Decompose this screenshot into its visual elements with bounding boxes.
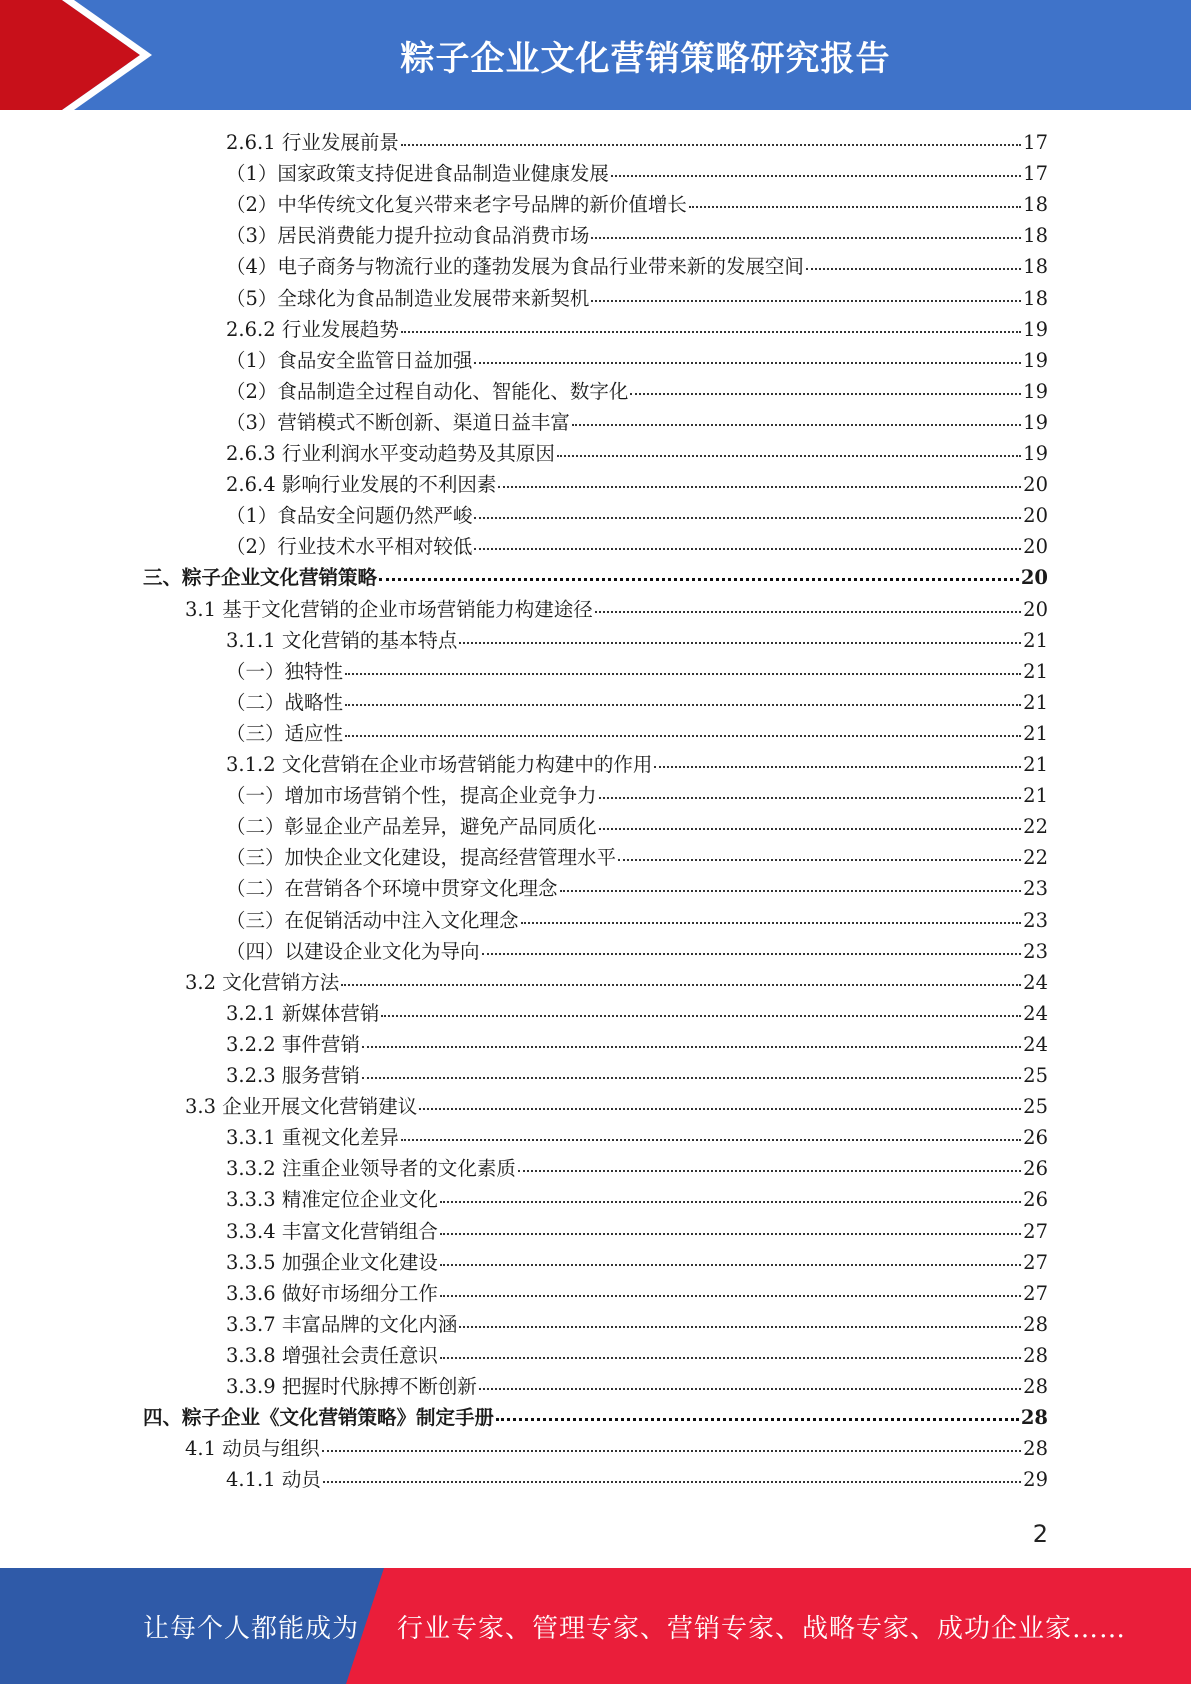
toc-dot-leader bbox=[618, 859, 1021, 861]
toc-dot-leader bbox=[401, 331, 1021, 333]
toc-entry-page: 21 bbox=[1023, 784, 1048, 807]
toc-entry[interactable] bbox=[226, 314, 1048, 345]
toc-entry-page: 27 bbox=[1023, 1251, 1048, 1274]
toc-entry[interactable] bbox=[226, 1153, 1048, 1184]
toc-entry-title: （3）居民消费能力提升拉动食品消费市场 bbox=[226, 224, 590, 247]
toc-dot-leader bbox=[459, 1326, 1021, 1328]
toc-entry[interactable] bbox=[226, 1184, 1048, 1215]
toc-dot-leader bbox=[474, 362, 1021, 364]
toc-entry-page: 26 bbox=[1023, 1157, 1048, 1180]
toc-entry-title: 3.3.4 丰富文化营销组合 bbox=[226, 1220, 438, 1243]
toc-entry-title: （4）电子商务与物流行业的蓬勃发展为食品行业带来新的发展空间 bbox=[226, 255, 804, 278]
toc-entry[interactable] bbox=[226, 749, 1048, 780]
toc-dot-leader bbox=[654, 766, 1021, 768]
toc-entry-title: （1）食品安全问题仍然严峻 bbox=[226, 504, 473, 527]
toc-entry-page: 20 bbox=[1023, 535, 1048, 558]
toc-entry[interactable] bbox=[226, 376, 1048, 407]
toc-entry-page: 27 bbox=[1023, 1282, 1048, 1305]
toc-entry-page: 19 bbox=[1023, 349, 1048, 372]
toc-entry[interactable] bbox=[226, 189, 1048, 220]
footer-slogan-left: 让每个人都能成为 bbox=[143, 1613, 360, 1644]
toc-entry-title: （3）营销模式不断创新、渠道日益丰富 bbox=[226, 411, 570, 434]
toc-entry-title: 3.2.3 服务营销 bbox=[226, 1064, 360, 1087]
toc-dot-leader bbox=[401, 144, 1021, 146]
toc-entry[interactable] bbox=[226, 345, 1048, 376]
toc-entry-page: 19 bbox=[1023, 411, 1048, 434]
toc-entry-page: 27 bbox=[1023, 1220, 1048, 1243]
toc-entry-page: 24 bbox=[1023, 1002, 1048, 1025]
toc-entry-title: 3.3.7 丰富品牌的文化内涵 bbox=[226, 1313, 458, 1336]
toc-entry-page: 21 bbox=[1023, 629, 1048, 652]
toc-entry[interactable] bbox=[143, 1402, 1048, 1433]
toc-entry[interactable] bbox=[226, 127, 1048, 158]
toc-entry-page: 25 bbox=[1023, 1095, 1048, 1118]
toc-entry-page: 29 bbox=[1023, 1468, 1048, 1491]
toc-entry-page: 28 bbox=[1023, 1437, 1048, 1460]
toc-entry[interactable] bbox=[226, 1247, 1048, 1278]
toc-entry-page: 28 bbox=[1020, 1406, 1048, 1429]
header-title: 粽子企业文化营销策略研究报告 bbox=[400, 38, 891, 79]
toc-entry[interactable] bbox=[226, 998, 1048, 1029]
toc-entry[interactable] bbox=[185, 967, 1048, 998]
toc-dot-leader bbox=[599, 828, 1022, 830]
toc-entry-title: （二）在营销各个环境中贯穿文化理念 bbox=[226, 877, 558, 900]
toc-entry-title: （一）增加市场营销个性，提高企业竞争力 bbox=[226, 784, 597, 807]
toc-dot-leader bbox=[611, 175, 1021, 177]
toc-entry-page: 19 bbox=[1023, 380, 1048, 403]
toc-dot-leader bbox=[440, 1233, 1021, 1235]
toc-dot-leader bbox=[521, 922, 1022, 924]
toc-entry[interactable] bbox=[226, 811, 1048, 842]
toc-entry-page: 23 bbox=[1023, 909, 1048, 932]
toc-entry-page: 25 bbox=[1023, 1064, 1048, 1087]
toc-entry-title: 2.6.1 行业发展前景 bbox=[226, 131, 399, 154]
toc-entry-page: 28 bbox=[1023, 1313, 1048, 1336]
toc-dot-leader bbox=[591, 237, 1021, 239]
toc-dot-leader bbox=[498, 486, 1021, 488]
toc-dot-leader bbox=[440, 1357, 1021, 1359]
toc-entry[interactable] bbox=[185, 594, 1048, 625]
toc-entry[interactable] bbox=[226, 1340, 1048, 1371]
toc-dot-leader bbox=[496, 1418, 1019, 1421]
toc-dot-leader bbox=[557, 455, 1021, 457]
toc-entry-page: 26 bbox=[1023, 1188, 1048, 1211]
toc-entry-title: 3.2.1 新媒体营销 bbox=[226, 1002, 380, 1025]
toc-entry[interactable] bbox=[226, 220, 1048, 251]
toc-entry-page: 23 bbox=[1023, 877, 1048, 900]
toc-entry-title: 3.3.2 注重企业领导者的文化素质 bbox=[226, 1157, 516, 1180]
toc-dot-leader bbox=[591, 300, 1021, 302]
toc-entry-page: 18 bbox=[1023, 255, 1048, 278]
toc-entry-title: 3.3.3 精准定位企业文化 bbox=[226, 1188, 438, 1211]
toc-entry-title: （1）食品安全监管日益加强 bbox=[226, 349, 473, 372]
toc-entry-title: 3.1.1 文化营销的基本特点 bbox=[226, 629, 458, 652]
toc-entry-title: （三）在促销活动中注入文化理念 bbox=[226, 909, 519, 932]
toc-dot-leader bbox=[323, 1481, 1021, 1483]
toc-entry[interactable] bbox=[226, 936, 1048, 967]
toc-dot-leader bbox=[572, 424, 1021, 426]
toc-entry-title: （2）行业技术水平相对较低 bbox=[226, 535, 473, 558]
toc-entry[interactable] bbox=[226, 842, 1048, 873]
toc-entry-title: 4.1 动员与组织 bbox=[185, 1437, 320, 1460]
toc-dot-leader bbox=[595, 611, 1021, 613]
toc-entry-title: 3.3.6 做好市场细分工作 bbox=[226, 1282, 438, 1305]
toc-dot-leader bbox=[599, 797, 1022, 799]
toc-entry-title: 三、粽子企业文化营销策略 bbox=[143, 566, 378, 589]
toc-entry-title: （三）加快企业文化建设，提高经营管理水平 bbox=[226, 846, 617, 869]
toc-dot-leader bbox=[482, 953, 1022, 955]
toc-entry-page: 21 bbox=[1023, 722, 1048, 745]
toc-entry-title: （一）独特性 bbox=[226, 660, 344, 683]
toc-entry-title: （5）全球化为食品制造业发展带来新契机 bbox=[226, 287, 590, 310]
toc-entry-page: 26 bbox=[1023, 1126, 1048, 1149]
toc-entry[interactable] bbox=[226, 500, 1048, 531]
toc-entry[interactable] bbox=[226, 407, 1048, 438]
toc-dot-leader bbox=[479, 1388, 1021, 1390]
toc-dot-leader bbox=[440, 1264, 1021, 1266]
toc-entry-page: 21 bbox=[1023, 691, 1048, 714]
toc-entry[interactable] bbox=[226, 905, 1048, 936]
toc-entry-title: 2.6.3 行业利润水平变动趋势及其原因 bbox=[226, 442, 555, 465]
toc-entry-page: 20 bbox=[1020, 566, 1048, 589]
toc-entry-page: 24 bbox=[1023, 1033, 1048, 1056]
toc-entry-title: （三）适应性 bbox=[226, 722, 344, 745]
toc-entry-title: （四）以建设企业文化为导向 bbox=[226, 940, 480, 963]
toc-dot-leader bbox=[362, 1077, 1021, 1079]
toc-entry[interactable] bbox=[143, 562, 1048, 593]
toc-entry-page: 18 bbox=[1023, 193, 1048, 216]
toc-entry-title: （1）国家政策支持促进食品制造业健康发展 bbox=[226, 162, 609, 185]
toc-entry-page: 20 bbox=[1023, 598, 1048, 621]
toc-entry-title: 3.1.2 文化营销在企业市场营销能力构建中的作用 bbox=[226, 753, 653, 776]
toc-entry[interactable] bbox=[226, 873, 1048, 904]
toc-entry-title: 3.3 企业开展文化营销建议 bbox=[185, 1095, 418, 1118]
toc-dot-leader bbox=[440, 1201, 1021, 1203]
toc-entry[interactable] bbox=[226, 1060, 1048, 1091]
toc-entry-title: 3.3.9 把握时代脉搏不断创新 bbox=[226, 1375, 477, 1398]
toc-entry[interactable] bbox=[226, 251, 1048, 282]
toc-dot-leader bbox=[381, 1015, 1021, 1017]
toc-dot-leader bbox=[419, 1108, 1021, 1110]
toc-entry[interactable] bbox=[226, 1309, 1048, 1340]
toc-entry-page: 23 bbox=[1023, 940, 1048, 963]
page-header bbox=[0, 0, 1191, 110]
toc-entry-page: 18 bbox=[1023, 287, 1048, 310]
toc-entry-title: 四、粽子企业《文化营销策略》制定手册 bbox=[143, 1406, 495, 1429]
toc-dot-leader bbox=[560, 890, 1022, 892]
toc-entry-page: 19 bbox=[1023, 318, 1048, 341]
toc-entry[interactable] bbox=[226, 780, 1048, 811]
toc-entry[interactable] bbox=[226, 1122, 1048, 1153]
toc-dot-leader bbox=[345, 704, 1021, 706]
toc-entry-page: 28 bbox=[1023, 1344, 1048, 1367]
toc-dot-leader bbox=[345, 673, 1021, 675]
toc-dot-leader bbox=[401, 1139, 1021, 1141]
toc-entry-title: 3.1 基于文化营销的企业市场营销能力构建途径 bbox=[185, 598, 593, 621]
toc-dot-leader bbox=[630, 393, 1021, 395]
toc-entry-page: 18 bbox=[1023, 224, 1048, 247]
toc-entry[interactable] bbox=[226, 1464, 1048, 1495]
toc-dot-leader bbox=[345, 735, 1021, 737]
toc-entry[interactable] bbox=[226, 1371, 1048, 1402]
toc-entry-title: 3.2.2 事件营销 bbox=[226, 1033, 360, 1056]
page-footer bbox=[0, 1568, 1191, 1684]
toc-entry-title: （2）食品制造全过程自动化、智能化、数字化 bbox=[226, 380, 629, 403]
toc-dot-leader bbox=[474, 548, 1021, 550]
toc-dot-leader bbox=[362, 1046, 1021, 1048]
toc-entry-title: 3.3.1 重视文化差异 bbox=[226, 1126, 399, 1149]
toc-dot-leader bbox=[474, 517, 1021, 519]
toc-entry[interactable] bbox=[226, 531, 1048, 562]
toc-entry-title: 2.6.4 影响行业发展的不利因素 bbox=[226, 473, 497, 496]
toc-entry[interactable] bbox=[226, 283, 1048, 314]
toc-dot-leader bbox=[341, 984, 1021, 986]
toc-entry[interactable] bbox=[226, 625, 1048, 656]
toc-entry-page: 22 bbox=[1023, 815, 1048, 838]
toc-entry-page: 21 bbox=[1023, 753, 1048, 776]
toc-entry-title: （二）战略性 bbox=[226, 691, 344, 714]
toc-entry-title: 3.2 文化营销方法 bbox=[185, 971, 340, 994]
toc-entry-page: 24 bbox=[1023, 971, 1048, 994]
toc-dot-leader bbox=[379, 578, 1019, 581]
toc-entry[interactable] bbox=[226, 718, 1048, 749]
toc-entry-title: （二）彰显企业产品差异，避免产品同质化 bbox=[226, 815, 597, 838]
toc-entry-page: 22 bbox=[1023, 846, 1048, 869]
toc-entry[interactable] bbox=[226, 687, 1048, 718]
toc-entry-title: 3.3.8 增强社会责任意识 bbox=[226, 1344, 438, 1367]
toc-entry-page: 21 bbox=[1023, 660, 1048, 683]
footer-slogan-right: 行业专家、管理专家、营销专家、战略专家、成功企业家…… bbox=[397, 1613, 1127, 1644]
toc-dot-leader bbox=[689, 206, 1021, 208]
toc-entry[interactable] bbox=[185, 1091, 1048, 1122]
toc-entry[interactable] bbox=[226, 469, 1048, 500]
toc-dot-leader bbox=[322, 1450, 1021, 1452]
toc-dot-leader bbox=[518, 1170, 1021, 1172]
toc-entry-page: 20 bbox=[1023, 473, 1048, 496]
page-number: 2 bbox=[1032, 1520, 1048, 1548]
toc-entry-page: 19 bbox=[1023, 442, 1048, 465]
toc-entry[interactable] bbox=[226, 656, 1048, 687]
toc-entry-title: 4.1.1 动员 bbox=[226, 1468, 321, 1491]
toc-dot-leader bbox=[459, 642, 1021, 644]
toc-entry[interactable] bbox=[185, 1433, 1048, 1464]
toc-entry-page: 20 bbox=[1023, 504, 1048, 527]
toc-dot-leader bbox=[806, 268, 1021, 270]
toc-dot-leader bbox=[440, 1295, 1021, 1297]
toc-entry[interactable] bbox=[226, 438, 1048, 469]
toc-entry-page: 17 bbox=[1023, 131, 1048, 154]
toc-entry-page: 28 bbox=[1023, 1375, 1048, 1398]
toc-entry[interactable] bbox=[226, 1029, 1048, 1060]
toc-entry[interactable] bbox=[226, 1278, 1048, 1309]
toc-entry-page: 17 bbox=[1023, 162, 1048, 185]
toc-entry-title: （2）中华传统文化复兴带来老字号品牌的新价值增长 bbox=[226, 193, 687, 216]
toc-entry-title: 3.3.5 加强企业文化建设 bbox=[226, 1251, 438, 1274]
toc-entry[interactable] bbox=[226, 158, 1048, 189]
toc-entry[interactable] bbox=[226, 1216, 1048, 1247]
toc-entry-title: 2.6.2 行业发展趋势 bbox=[226, 318, 399, 341]
